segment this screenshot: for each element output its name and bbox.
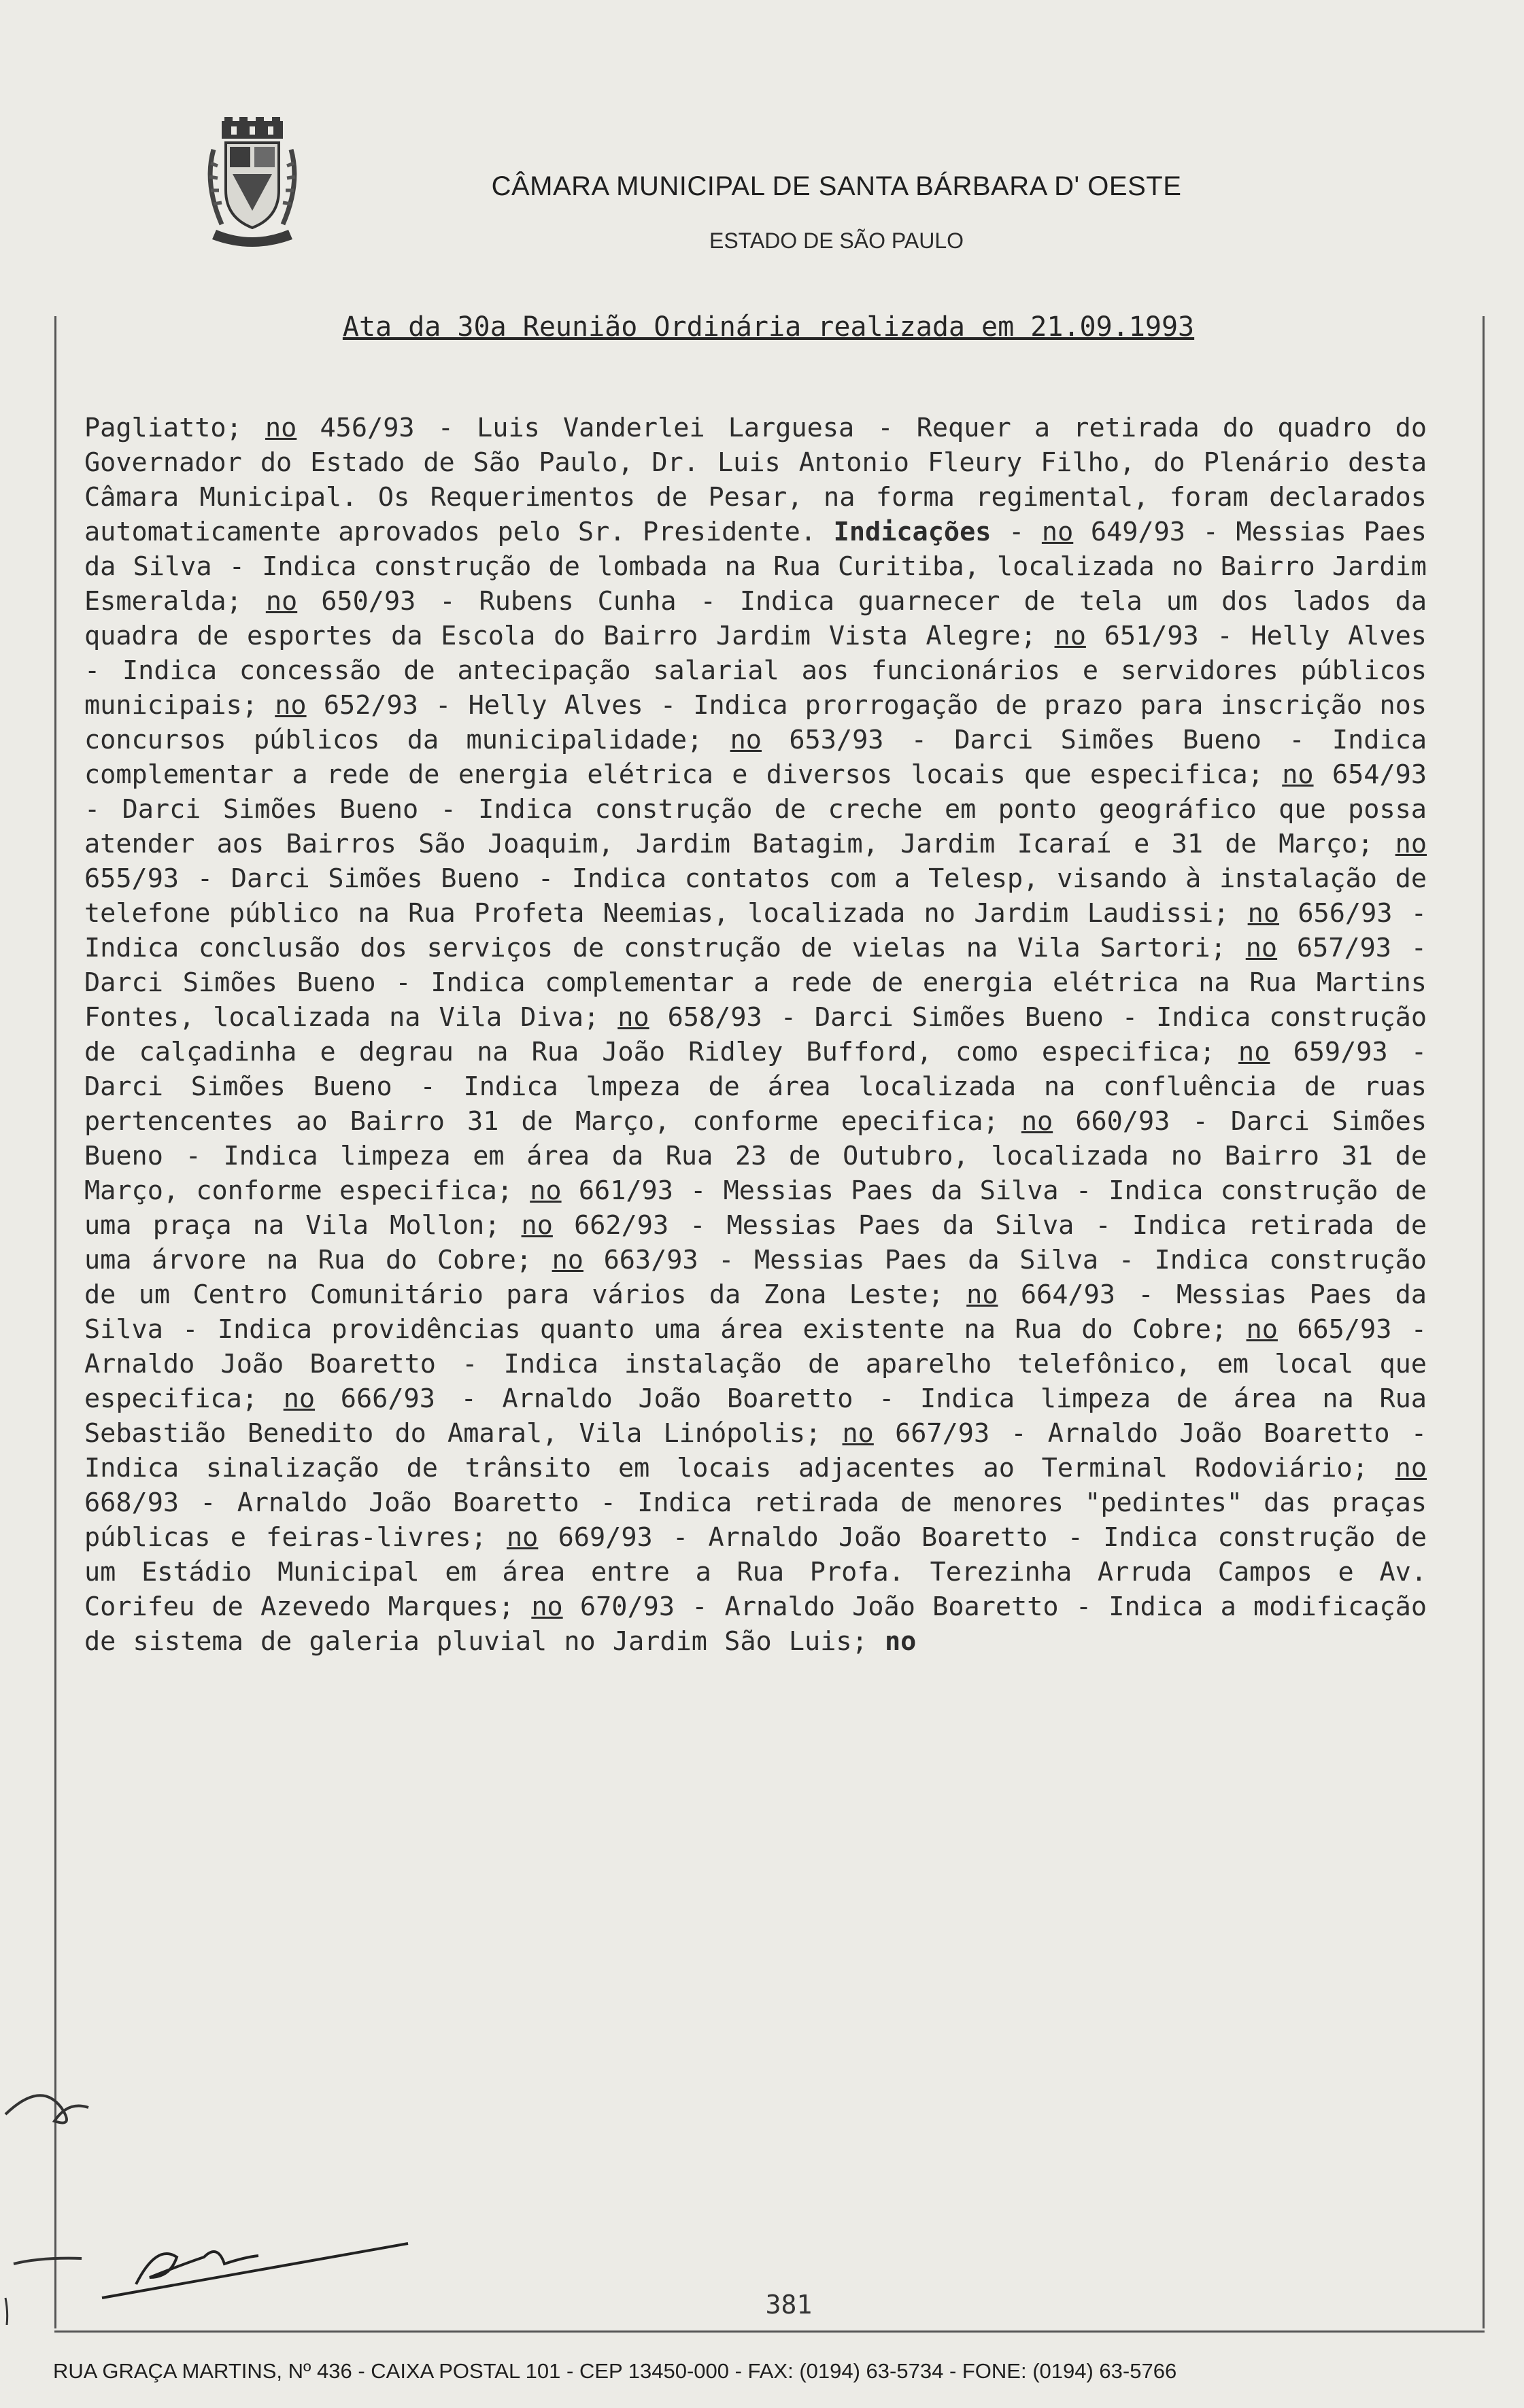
number-abbreviation: no xyxy=(1054,621,1086,651)
text-segment: 667/93 - Arnaldo João Boaretto - Indica sinalização de trânsito em locais adjacentes ao Terminal Rodoviário; xyxy=(84,1418,1427,1483)
number-abbreviation: no xyxy=(265,413,297,443)
handwritten-signature-icon xyxy=(0,2040,435,2325)
number-abbreviation: no xyxy=(531,1592,563,1622)
number-abbreviation: no xyxy=(730,725,762,755)
text-segment: 664/93 - Messias Paes da Silva - Indica providências quanto uma área existente na Rua do Cobre; xyxy=(84,1279,1427,1345)
text-segment: 456/93 - Luis Vanderlei Larguesa - Requer a retirada do quadro do Governador do Estado de São Paulo, Dr. Luis Antonio Fleury Filho, do Plenário desta Câmara Municipal. Os Requerimentos de Pesar, na forma regimental, foram declarados automaticamente aprovados pelo Sr. Presidente. xyxy=(84,413,1427,547)
number-abbreviation: no xyxy=(1021,1106,1053,1137)
number-abbreviation: no xyxy=(1041,517,1074,547)
page-frame-right xyxy=(1483,316,1485,2328)
number-abbreviation: no xyxy=(1395,1453,1427,1483)
page-number: 381 xyxy=(765,2290,813,2320)
number-abbreviation: no xyxy=(966,1279,998,1310)
text-segment: 668/93 - Arnaldo João Boaretto - Indica retirada de menores "pedintes" das praças públicas e feiras-livres; xyxy=(84,1487,1427,1553)
text-segment: 661/93 - Messias Paes da Silva - Indica construção de uma praça na Vila Mollon; xyxy=(84,1175,1427,1241)
page-frame-bottom xyxy=(54,2330,1485,2333)
footer-address: RUA GRAÇA MARTINS, Nº 436 - CAIXA POSTAL 101 - CEP 13450-000 - FAX: (0194) 63-5734 - FONE: (0194) 63-5766 xyxy=(53,2359,1177,2383)
text-segment: 653/93 - Darci Simões Bueno - Indica complementar a rede de energia elétrica e diversos locais que especifica; xyxy=(84,725,1427,790)
number-abbreviation: no xyxy=(530,1175,562,1206)
number-abbreviation: no xyxy=(283,1383,316,1414)
chamber-name: CÂMARA MUNICIPAL DE SANTA BÁRBARA D' OESTE xyxy=(491,171,1182,201)
number-abbreviation: no xyxy=(1395,829,1427,859)
speaker-name: no xyxy=(884,1626,917,1657)
text-segment: 662/93 - Messias Paes da Silva - Indica retirada de uma árvore na Rua do Cobre; xyxy=(84,1210,1427,1275)
minutes-body xyxy=(84,411,1427,1659)
text-segment: 650/93 - Rubens Cunha - Indica guarnecer de tela um dos lados da quadra de esportes da Escola do Bairro Jardim Vista Alegre; xyxy=(84,586,1427,651)
section-heading-indicacoes: Indicações xyxy=(833,517,992,547)
number-abbreviation: no xyxy=(265,586,298,617)
text-segment: - xyxy=(991,517,1042,547)
number-abbreviation: no xyxy=(1245,933,1278,963)
text-segment: 656/93 - Indica conclusão dos serviços de construção de vielas na Vila Sartori; xyxy=(84,898,1427,963)
text-segment: 657/93 - Darci Simões Bueno - Indica complementar a rede de energia elétrica na Rua Martins Fontes, localizada na Vila Diva; xyxy=(84,933,1427,1033)
text-segment: 652/93 - Helly Alves - Indica prorrogação de prazo para inscrição nos concursos públicos da municipalidade; xyxy=(84,690,1427,755)
text-segment: 659/93 - Darci Simões Bueno - Indica lmpeza de área localizada na confluência de ruas pertencentes ao Bairro 31 de Março, conforme epecifica; xyxy=(84,1037,1427,1137)
document-title: Ata da 30a Reunião Ordinária realizada em 21.09.1993 xyxy=(342,311,1195,343)
text-segment: Pagliatto; xyxy=(84,413,265,443)
number-abbreviation: no xyxy=(506,1522,539,1553)
number-abbreviation: no xyxy=(1238,1037,1270,1067)
number-abbreviation: no xyxy=(617,1002,649,1033)
text-segment: 660/93 - Darci Simões Bueno - Indica limpeza em área da Rua 23 de Outubro, localizada no Bairro 31 de Março, conforme especifica; xyxy=(84,1106,1427,1206)
text-segment: 655/93 - Darci Simões Bueno - Indica contatos com a Telesp, visando à instalação de telefone público na Rua Profeta Neemias, localizada no Jardim Laudissi; xyxy=(84,863,1427,929)
text-segment: 669/93 - Arnaldo João Boaretto - Indica construção de um Estádio Municipal em área entre a Rua Profa. Terezinha Arruda Campos e Av. Corifeu de Azevedo Marques; xyxy=(84,1522,1427,1622)
text-segment: 651/93 - Helly Alves - Indica concessão de antecipação salarial aos funcionários e servidores públicos municipais; xyxy=(84,621,1427,721)
text-segment: 663/93 - Messias Paes da Silva - Indica construção de um Centro Comunitário para vários da Zona Leste; xyxy=(84,1245,1427,1310)
page-frame-left xyxy=(54,316,56,2328)
text-segment: 649/93 - Messias Paes da Silva - Indica construção de lombada na Rua Curitiba, localizada no Bairro Jardim Esmeralda; xyxy=(84,517,1427,617)
number-abbreviation: no xyxy=(1246,1314,1278,1345)
text-segment: 665/93 - Arnaldo João Boaretto - Indica instalação de aparelho telefônico, em local que especifica; xyxy=(84,1314,1427,1414)
letterhead xyxy=(0,0,1524,272)
number-abbreviation: no xyxy=(552,1245,583,1275)
number-abbreviation: no xyxy=(521,1210,553,1241)
number-abbreviation: no xyxy=(842,1418,874,1449)
number-abbreviation: no xyxy=(1247,898,1280,929)
coat-of-arms-icon xyxy=(201,116,303,252)
state-name: ESTADO DE SÃO PAULO xyxy=(709,228,964,253)
text-segment: 654/93 - Darci Simões Bueno - Indica construção de creche em ponto geográfico que possa atender aos Bairros São Joaquim, Jardim Batagim, Jardim Icaraí e 31 de Março; xyxy=(84,759,1427,859)
number-abbreviation: no xyxy=(275,690,307,721)
text-segment: 666/93 - Arnaldo João Boaretto - Indica limpeza de área na Rua Sebastião Benedito do Amaral, Vila Linópolis; xyxy=(84,1383,1427,1449)
number-abbreviation: no xyxy=(1282,759,1314,790)
text-segment: 658/93 - Darci Simões Bueno - Indica construção de calçadinha e degrau na Rua João Ridley Bufford, como especifica; xyxy=(84,1002,1427,1067)
text-segment: 670/93 - Arnaldo João Boaretto - Indica a modificação de sistema de galeria pluvial no Jardim São Luis; xyxy=(84,1592,1427,1657)
